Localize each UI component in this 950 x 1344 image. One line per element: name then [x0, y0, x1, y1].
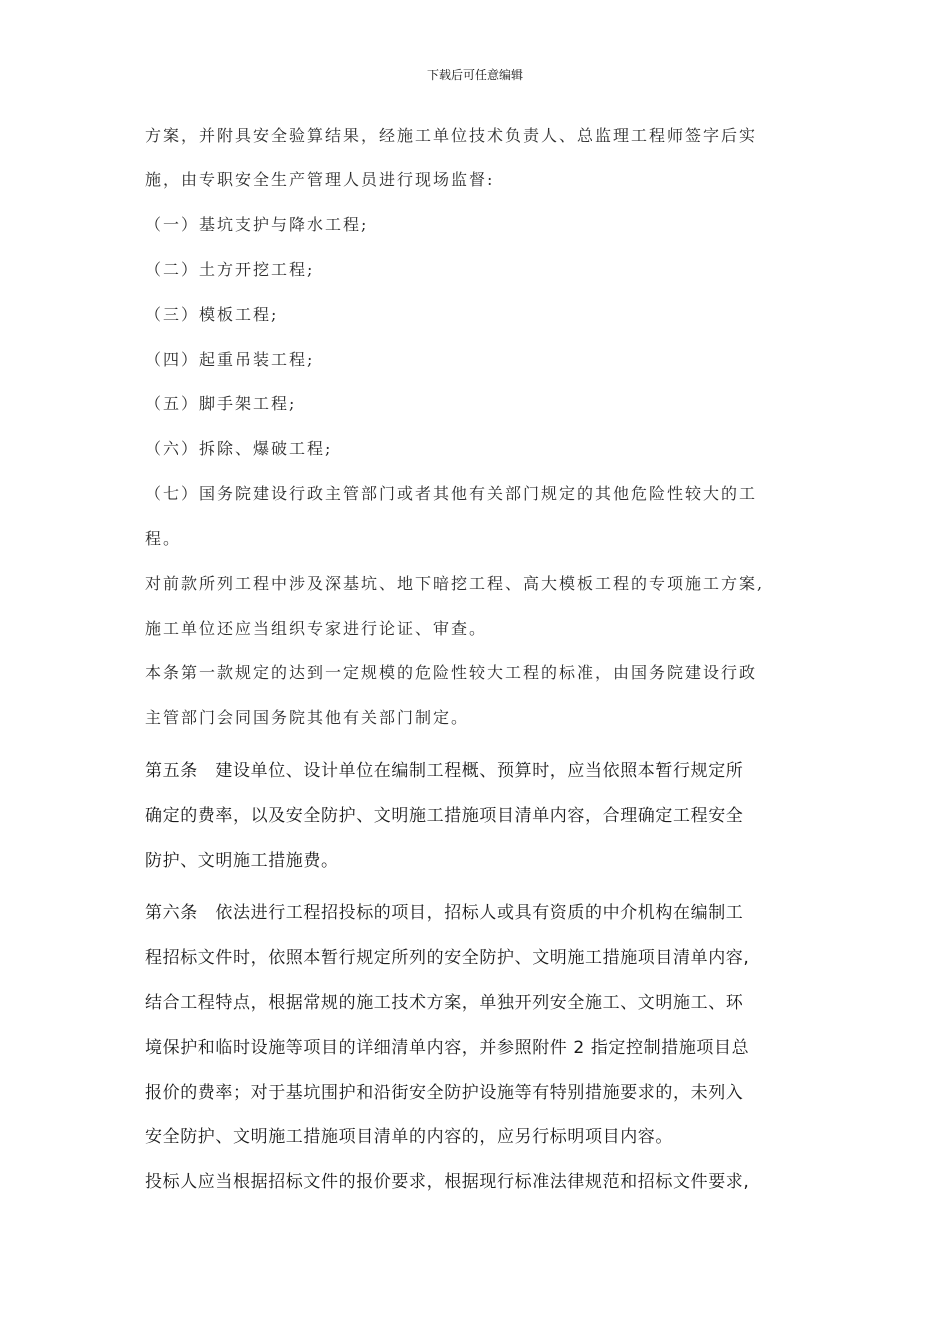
list-item: （五）脚手架工程;: [145, 394, 297, 413]
body-line: 程。: [145, 529, 182, 548]
article-6-line: 程招标文件时，依照本暂行规定所列的安全防护、文明施工措施项目清单内容,: [145, 948, 750, 968]
list-item: （四）起重吊装工程;: [145, 350, 315, 369]
article-6-line: 报价的费率；对于基坑围护和沿街安全防护设施等有特别措施要求的，未列入: [145, 1083, 744, 1103]
body-line: 方案，并附具安全验算结果，经施工单位技术负责人、总监理工程师签字后实: [145, 126, 758, 145]
list-item: （六）拆除、爆破工程;: [145, 439, 333, 458]
list-item: （三）模板工程;: [145, 305, 279, 324]
article-6-line: 安全防护、文明施工措施项目清单的内容的，应另行标明项目内容。: [145, 1127, 673, 1147]
body-line: 施，由专职安全生产管理人员进行现场监督:: [145, 170, 495, 189]
article-6-line: 第六条 依法进行工程招投标的项目，招标人或具有资质的中介机构在编制工: [145, 903, 744, 923]
body-line: 本条第一款规定的达到一定规模的危险性较大工程的标准，由国务院建设行政: [145, 663, 758, 682]
list-item: （二）土方开挖工程;: [145, 260, 315, 279]
body-line: 主管部门会同国务院其他有关部门制定。: [145, 708, 470, 727]
body-line: 施工单位还应当组织专家进行论证、审查。: [145, 619, 488, 638]
article-5-line: 第五条 建设单位、设计单位在编制工程概、预算时，应当依照本暂行规定所: [145, 761, 744, 781]
article-6-line: 结合工程特点，根据常规的施工技术方案，单独开列安全施工、文明施工、环: [145, 993, 744, 1013]
body-line: 投标人应当根据招标文件的报价要求，根据现行标准法律规范和招标文件要求,: [145, 1172, 750, 1192]
article-5-line: 防护、文明施工措施费。: [145, 851, 339, 871]
list-item: （七）国务院建设行政主管部门或者其他有关部门规定的其他危险性较大的工: [145, 484, 758, 503]
article-6-line: 境保护和临时设施等项目的详细清单内容，并参照附件 2 指定控制措施项目总: [145, 1038, 750, 1058]
body-line: 对前款所列工程中涉及深基坑、地下暗挖工程、高大模板工程的专项施工方案,: [145, 574, 765, 593]
page-header: 下载后可任意编辑: [426, 68, 523, 82]
article-5-line: 确定的费率，以及安全防护、文明施工措施项目清单内容，合理确定工程安全: [145, 806, 744, 826]
list-item: （一）基坑支护与降水工程;: [145, 215, 369, 234]
